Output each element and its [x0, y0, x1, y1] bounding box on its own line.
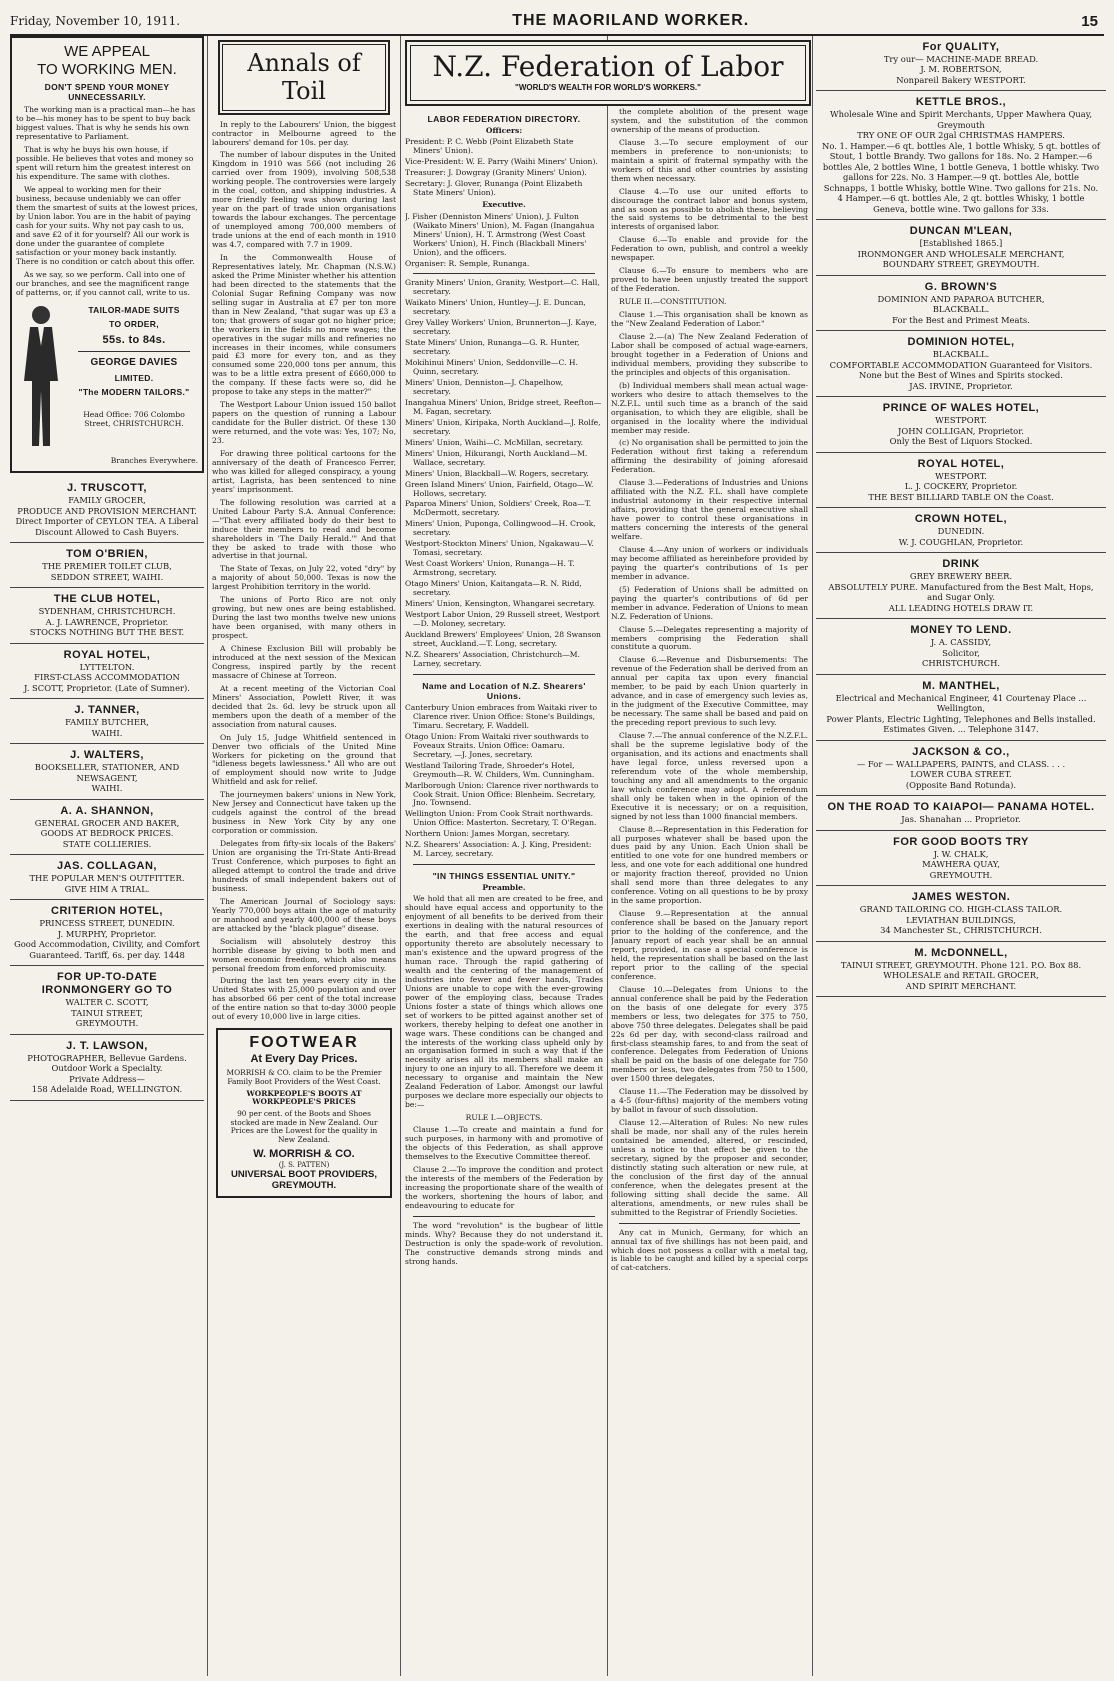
footwear-providers: UNIVERSAL BOOT PROVIDERS, [230, 1169, 378, 1181]
union-entry: Waikato Miners' Union, Huntley—J. E. Duncan, secretary. [405, 298, 586, 317]
footwear-text: WORKPEOPLE'S BOOTS AT WORKPEOPLE'S PRICES [246, 1088, 362, 1107]
ad-line: AND SPIRIT MERCHANT. [905, 980, 1017, 991]
issue-date: Friday, November 10, 1911. [10, 14, 181, 28]
news-item: In the Commonwealth House of Representatives lately, Mr. Chapman (N.S.W.) asked the Prime Minister whether his attention had been directed to the statements that the Colonial Sugar Refining Company was now selling sugar in Australia at £7 per ton more than in New Zealand, "that sugar was up £3 a ton; that growers of sugar got no higher price; the workers in the fields no more wages; the operatives in the sugar mills and refineries no increases in their incomes, while consumers paid £3 more for every ton, and as they consumed some 220,000 tons per annum, this was to be a little extra present of £660,000 to the company. If these facts were so, did he propose to take any steps in the matter?" [212, 252, 396, 397]
footwear-firm: W. MORRISH & CO. [253, 1147, 355, 1160]
ad-line: THE POPULAR MEN'S OUTFITTER. [29, 873, 185, 884]
rule-clause: Clause 5.—Delegates representing a majority of members comprising the Federation shall constitute a quorum. [611, 624, 808, 652]
ad-line: GREY BREWERY BEER. [909, 571, 1013, 582]
news-item: In reply to the Labourers' Union, the biggest contractor in Melbourne agreed to the labourers' demand for 10s. per day. [212, 119, 396, 147]
revolution-note: The word "revolution" is the bugbear of little minds. Why? Because they do not understand it. Destruction is only the spade-work of revolution. The constructive demands strong minds and strong hands. [405, 1220, 603, 1266]
news-item: The following resolution was carried at a United Labour Party S.A. Annual Conference:—"That every affiliated body do their best to induce their members to read and become shareholders in 'The Daily Herald.'" And that they be asked to trade with those who advertise in that journal. [212, 497, 396, 561]
advertisement [816, 508, 1106, 553]
ad-heading: ROYAL HOTEL, [917, 457, 1005, 470]
ad-heading: JAMES WESTON. [911, 891, 1011, 904]
federation-title: N.Z. Federation of Labor [432, 50, 784, 83]
appeal-subtitle: DON'T SPEND YOUR MONEY UNNECESSARILY. [44, 82, 170, 103]
ad-heading: JACKSON & CO., [912, 745, 1010, 758]
shearers-union-entry: Otago Union: From Waitaki river southwards to Foveaux Straits. Union Office: Oamaru. Secretary, —J. Jones, secretary. [405, 731, 589, 759]
union-entry: Miners' Union, Blackball—W. Rogers, secretary. [405, 468, 589, 478]
federation-motto: "WORLD'S WEALTH FOR WORLD'S WORKERS." [515, 83, 701, 92]
news-item: The State of Texas, on July 22, voted "dry" by a majority of about 50,000. Texas is now the largest Prohibition territory in the world. [212, 564, 396, 592]
ad-heading: THE CLUB HOTEL, [53, 593, 161, 606]
ad-heading: G. BROWN'S [924, 280, 998, 293]
ad-line: For the Best and Primest Meats. [892, 314, 1030, 325]
column-directory [405, 108, 603, 1676]
ad-line: FAMILY GROCER, [68, 495, 146, 506]
officer-entry: Secretary: J. Glover, Runanga (Point Elizabeth State Miners' Union). [405, 178, 583, 197]
ad-line: TRY ONE OF OUR 2gal CHRISTMAS HAMPERS. [857, 130, 1065, 141]
appeal-title-2: TO WORKING MEN. [37, 60, 177, 78]
rule-1-clause-1: Clause 1.—To create and maintain a fund for such purposes, in harmony with and promotive of the objects of this Federation, as shall approve themselves to the Executive Committee thereof. [405, 1125, 603, 1161]
rule-clause: the complete abolition of the present wage system, and the substitution of the common ownership of the means of production. [611, 108, 808, 134]
ad-line: PRODUCE AND PROVISION MERCHANT. [17, 505, 197, 516]
union-entry: Westport-Stockton Miners' Union, Ngakawau—V. Tomasi, secretary. [405, 539, 594, 558]
ad-line: A. J. LAWRENCE, Proprietor. [45, 616, 169, 627]
ad-heading: DRINK [942, 558, 980, 571]
ad-line: Power Plants, Electric Lighting, Telephones and Bells installed. [826, 713, 1096, 724]
advertisement [10, 800, 204, 855]
advertisement [816, 220, 1106, 275]
advertisement [816, 331, 1106, 397]
ad-heading: J. TRUSCOTT, [67, 482, 147, 495]
column-ads-left [10, 36, 204, 1676]
ad-heading: FOR GOOD BOOTS TRY [893, 835, 1029, 848]
rule-clause: Clause 3.—Federations of Industries and Unions affiliated with the N.Z. F.L. shall have complete industrial autonomy in their respective internal affairs, providing that the general executive shall have power to control these organisations in matters concerning the interests of the general welfare. [611, 478, 808, 541]
ad-line: LOWER CUBA STREET. [910, 769, 1012, 780]
rule-clause: Clause 1.—This organisation shall be known as the "New Zealand Federation of Labor." [611, 310, 808, 329]
ad-heading: MONEY TO LEND. [910, 624, 1012, 637]
suited-man-illustration [16, 301, 66, 451]
advertisement [10, 855, 204, 900]
preamble-heading: Preamble. [482, 883, 526, 893]
advertisement [816, 675, 1106, 741]
advertisement [10, 588, 204, 643]
ad-line: GRAND TAILORING CO. HIGH-CLASS TAILOR. [859, 904, 1063, 915]
ad-heading: CROWN HOTEL, [914, 513, 1008, 526]
ad-heading: DUNCAN M'LEAN, [909, 225, 1013, 238]
rule-clause: Clause 6.—To enable and provide for the Federation to own, publish, and control a weekly newspaper. [611, 235, 808, 263]
ad-line: BLACKBALL. [932, 349, 990, 360]
classified-ads-left [10, 477, 204, 1100]
appeal-text: As we say, so we perform. Call into one of our branches, and see the magnificent range of patterns, or, if you cannot call, write to us. [16, 269, 190, 297]
footwear-text: MORRISH & CO. claim to be the Premier Family Boot Providers of the West Coast. [226, 1068, 382, 1086]
rule-1-clause-2: Clause 2.—To improve the condition and protect the interests of the members of the Federation by increasing the proportionate share of the wealth of the workers, shortening the hours of labor, and endeavouring to educate for [405, 1164, 603, 1210]
union-entry: Miners' Union, Kensington, Whangarei secretary. [405, 598, 596, 608]
news-item: A Chinese Exclusion Bill will probably be introduced at the next session of the Mexican Congress, inspired partly by the recent massacre of Chinese at Torreon. [212, 644, 396, 680]
ad-line: IRONMONGER AND WHOLESALE MERCHANT, [857, 248, 1065, 259]
ad-line: ABSOLUTELY PURE. Manufactured from the Best Malt, Hops, and Sugar Only. [828, 581, 1094, 603]
advertisement [10, 1035, 204, 1101]
ad-line: W. J. COUGHLAN, Proprietor. [898, 536, 1024, 547]
rule-clause: Clause 7.—The annual conference of the N.Z.F.L. shall be the supreme legislative body of the organisation, and its actions and enactments shall have legal force, unless reversed upon a referendum vote of the whole membership, touching any and all amendments to the organic law which conference may adopt. A referendum shall only be taken when in the opinion of the Executive it is necessary; or on a requisition, signed by not less than 1000 financial members. [611, 731, 808, 821]
ad-line: COMFORTABLE ACCOMMODATION Guaranteed for Visitors. None but the Best of Wines and Spirits stocked. [829, 359, 1093, 381]
column-ads-right [816, 36, 1106, 1676]
union-entry: Granity Miners' Union, Granity, Westport—C. Hall, secretary. [405, 278, 600, 297]
shearers-heading: Name and Location of N.Z. Shearers' Unions. [422, 680, 586, 701]
advertisement [10, 477, 204, 543]
ad-line: GOODS AT BEDROCK PRICES. [40, 828, 174, 839]
ad-line: TAINUI STREET, [71, 1007, 143, 1018]
shearers-unions-list [405, 704, 603, 859]
ad-heading: TOM O'BRIEN, [66, 548, 148, 561]
news-item: The American Journal of Sociology says: Yearly 770,000 boys attain the age of maturity or manhood and yearly 400,000 of these boys are attacked by the "black plague" disease. [212, 896, 396, 933]
rule-clause: Clause 10.—Delegates from Unions to the annual conference shall be paid by the Federation on the basis of one delegate for every 375 members or less, two delegates for 375 to 750, above 750 three delegates. Delegates shall be paid 22s 6d per day, with second-class railroad and first-class steamship fares, to and from the seat of conference. Delegates from Federation of Unions shall be paid on the basis of one delegate for 750 members or less, two delegates from 750 to 1500, over 1500 three delegates. [611, 984, 808, 1084]
column-divider [607, 36, 608, 1676]
shearers-union-entry: Wellington Union: From Cook Strait northwards. Union Office: Masterton. Secretary, T. O'Regan. [405, 809, 597, 828]
news-item: On July 15, Judge Whitfield sentenced in Denver two officials of the United Mine Workers for picketing on the ground that "idleness begets lawlessness." All who are out of employment should now write to Judge Whitfield and ask for relief. [212, 732, 396, 787]
ad-line: J. A. CASSIDY, [930, 637, 992, 648]
advertisement [816, 942, 1106, 997]
ad-line: Only the Best of Liquors Stocked. [889, 436, 1033, 447]
ad-line: FIRST-CLASS ACCOMMODATION [34, 672, 180, 683]
rule-clause: (5) Federation of Unions shall be admitted on paying the quarter's contributions of 6d per member in advance. Federation of Unions to mean N.Z. Federation of Unions. [611, 584, 808, 621]
union-entry: Auckland Brewers' Employees' Union, 28 Swanson street, Auckland.—T. Long, secretary. [405, 629, 601, 648]
directory-heading: LABOR FEDERATION DIRECTORY. [427, 114, 581, 124]
executive-list: J. Fisher (Denniston Miners' Union), J. Fulton (Waikato Miners' Union), M. Fagan (Inangahua Miners' Union), H. T. Armstrong (West Coast Workers' Union), H. Finch (Blackball Miners' Union), and the officers. [405, 211, 595, 257]
executive-heading: Executive. [482, 199, 526, 209]
ad-heading: J. T. LAWSON, [66, 1039, 148, 1052]
union-entry: Paparoa Miners' Union, Soldiers' Creek, Roa—T. McDermott, secretary. [405, 499, 592, 518]
union-entry: Westport Labor Union, 29 Russell street, Westport—D. Moloney, secretary. [405, 609, 600, 628]
ad-heading: JAS. COLLAGAN, [57, 860, 157, 873]
ad-line: Direct Importer of CEYLON TEA. A Liberal Discount Allowed to Cash Buyers. [15, 516, 199, 537]
ad-line: WALTER C. SCOTT, [65, 997, 149, 1008]
officer-entry: Treasurer: J. Dowgray (Granity Miners' Union). [405, 167, 587, 177]
footwear-subheading: At Every Day Prices. [250, 1053, 358, 1066]
ad-line: PHOTOGRAPHER, Bellevue Gardens. Outdoor Work a Specialty. [27, 1052, 187, 1074]
preamble-text: We hold that all men are created to be free, and should have equal access and opportunity to the enjoyment of all benefits to be derived from their exertions in dealing with the natural resources of the earth, and that free access and equal opportunity thereto are absolutely necessary to man's existence and the upward progress of the human race. Through the rapid gathering of wealth and the centering of the management of industries into fewer and fewer hands, Trades Unions are unable to cope with the ever-growing power of the employing class, because Trades Unions foster a state of things which allows one set of workers to be pitted against another set of workers, thereby helping to defeat one another in wage wars. These conditions can be changed and the interests of the working class upheld only by an organisation formed in such a way that if the necessity arises all its members shall make an injury to one an injury to all. Therefore we deem it necessary to organise and maintain the New Zealand Federation of Labor. Amongst our lawful purposes we declare more especially our objects to be:— [405, 894, 603, 1110]
shearers-union-entry: Westland Tailoring Trade, Shroeder's Hotel, Greymouth—R. W. Childers, Wm. Cunningham. [405, 760, 595, 779]
ad-line: GENERAL GROCER AND BAKER, [34, 817, 180, 828]
advertisement [816, 397, 1106, 452]
ad-line: Electrical and Mechanical Engineer, 41 Courtenay Place ... Wellington, [835, 692, 1087, 714]
ad-line: TAINUI STREET, GREYMOUTH. Phone 121. P.O. Box 88. [840, 959, 1082, 970]
union-entry: Miners' Union, Kiripaka, North Auckland—J. Rolfe, secretary. [405, 417, 601, 436]
ad-heading: CRITERION HOTEL, [51, 905, 163, 918]
rule-clause: Clause 2.—(a) The New Zealand Federation of Labor shall be composed of actual wage-earners, brought together in a Federation of Unions and individual members, providing they subscribe to the principles and objects of this organisation. [611, 331, 808, 377]
union-secretaries-list [405, 279, 603, 668]
ad-line: WHOLESALE and RETAIL GROCER, [883, 970, 1039, 980]
appeal-text: We appeal to working men for their business, because undeniably we can offer them the smartest of suits at the lowest prices, by Union labor. You are in the habit of paying cash for your suits. Why not pay cash to us, and save £2 of it for yourself? All our work is done under the guarantee of complete satisfaction or your money back instantly. There is no condition or catch about this offer. [16, 185, 198, 266]
news-item: Socialism will absolutely destroy this horrible disease by giving to both men and women economic freedom, which also means personal freedom from enforced promiscuity. [212, 936, 396, 973]
firm-name: GEORGE DAVIES [90, 357, 178, 369]
column-divider [812, 36, 813, 1676]
ad-heading: M. MANTHEL, [922, 679, 1000, 692]
ad-line: DOMINION AND PAPAROA BUTCHER, [877, 293, 1045, 304]
rule-clause: RULE II.—CONSTITUTION. [619, 297, 727, 307]
ad-line: J. SCOTT, Proprietor. (Late of Sumner). [24, 682, 190, 693]
advertisement [10, 744, 204, 799]
ad-line: — For — WALLPAPERS, PAINTS, and CLASS. . . . [856, 758, 1066, 769]
officer-entry: Vice-President: W. E. Parry (Waihi Miners' Union). [405, 157, 598, 166]
branches-note: Branches Everywhere. [110, 456, 198, 466]
union-entry: Miners' Union, Denniston—J. Chapelhow, secretary. [405, 378, 564, 396]
organiser: Organiser: R. Semple, Runanga. [405, 258, 530, 268]
ad-line: WAIHI. [91, 727, 123, 738]
ad-line: J. W. CHALK, [933, 848, 989, 859]
appeal-title: WE APPEAL [64, 43, 150, 60]
ad-george-davies [10, 36, 204, 473]
ad-line: No. 1. Hamper.—6 qt. bottles Ale, 1 bottle Whisky, 5 qt. bottles of Stout, 1 bottle Brandy. Two gallons for 18s. No. 2 Hamper.—6 bottles Ale, 2 bottles Wine, 1 bottle Geneva, 1 bottle whisky. Two gallons for 22s. No. 3 Hamper.—9 qt. bottles Ale, bottle Schnapps, 1 bottle Whisky, bottle Wine. Two gallons for 21s. No. 4 Hamper.—6 qt. bottles Ale, 2 qt. bottles Whisky, 1 bottle Geneva, bottle wine. Two gallons for 33s. [822, 140, 1100, 214]
ad-line: 158 Adelaide Road, WELLINGTON. [31, 1084, 183, 1095]
appeal-text: That is why he buys his own house, if possible. He believes that votes and money so spent will return him the greatest interest on his expenditure. The same with clothes. [16, 145, 194, 182]
advertisement [816, 886, 1106, 941]
rule-clause: Clause 3.—To secure employment of our members in preference to non-unionists; to maintain a spirit of fraternal sympathy with the workers of this and other countries by assisting them when necessary. [611, 137, 808, 183]
masthead: THE MAORILAND WORKER. [512, 12, 750, 29]
news-item: The journeymen bakers' unions in New York, New Jersey and Connecticut have taken up the cudgels against the control of the bread business in New York City by any one corporation or commission. [212, 790, 396, 836]
column-divider [207, 36, 208, 1676]
ad-line: Try our— MACHINE-MADE BREAD. [883, 53, 1039, 64]
ad-line: DUNEDIN. [937, 526, 985, 537]
officer-entry: President: P. C. Webb (Point Elizabeth State Miners' Union). [405, 137, 574, 156]
rule-clause: Clause 6.—Revenue and Disbursements: The revenue of the Federation shall be derived from an annual per capita tax upon every financial member, to be paid by each Union quarterly in advance, and in case of emergency such levies as, in the judgment of the Executive Committee, may be necessary. The same shall be based and paid on the preceding report previous to such levy. [611, 655, 808, 728]
news-item: The Westport Labour Union issued 150 ballot papers on the question of running a Labour candidate for the Buller district. Of these 130 were returned, and the vote was: Yes, 107; No, 23. [212, 400, 396, 446]
officers-list [405, 138, 603, 198]
ad-line: GIVE HIM A TRIAL. [64, 883, 150, 894]
rule-clause: Clause 4.—Any union of workers or individuals may become affiliated as hereinbefore provided by paying the quarter's contributions of 1s per member in advance. [611, 544, 808, 581]
ad-line: Solicitor, [942, 647, 980, 658]
ad-line: J. M. ROBERTSON, [920, 64, 1002, 75]
news-item: Delegates from fifty-six locals of the Bakers' Union are organising the Tri-State Anti-Bread Trust Conference, which purposes to fight an alleged attempt to control the trade and drive hundreds of small independent bakers out of business. [212, 839, 396, 893]
ad-heading: M. McDONNELL, [914, 946, 1008, 959]
tailor-offer-2: TO ORDER, [109, 319, 159, 330]
ad-line: ALL LEADING HOTELS DRAW IT. [888, 602, 1034, 613]
advertisement [816, 619, 1106, 674]
ad-line: Private Address— [69, 1073, 145, 1084]
ad-line: PRINCESS STREET, DUNEDIN. [39, 918, 175, 929]
ad-line: BOUNDARY STREET, GREYMOUTH. [882, 259, 1040, 270]
ad-heading: PRINCE OF WALES HOTEL, [882, 402, 1040, 415]
classified-ads-right [816, 36, 1106, 997]
advertisement [816, 831, 1106, 886]
footwear-signature: (J. S. PATTEN) [278, 1160, 330, 1169]
ad-line: J. MURPHY, Proprietor. [57, 928, 157, 939]
annals-articles [212, 121, 396, 1023]
ad-line: STATE COLLIERIES. [62, 838, 152, 849]
advertisement [10, 543, 204, 588]
ad-line: Estimates Given. ... Telephone 3147. [883, 724, 1039, 735]
union-entry: Miners' Union, Hikurangi, North Auckland—M. Wallace, secretary. [405, 448, 588, 467]
ad-line: [Established 1865.] [919, 238, 1003, 249]
officers-heading: Officers: [485, 126, 523, 136]
ad-heading: DOMINION HOTEL, [907, 336, 1015, 349]
rule-clause: Clause 6.—To ensure to members who are proved to have been unjustly treated the support of the Federation. [611, 266, 808, 294]
ad-line: LEVIATHAN BUILDINGS, [906, 914, 1016, 925]
rule-clause: Clause 9.—Representation at the annual conference shall be based on the January report prior to the holding of the conference, and the January report of each year shall be an annual report, provided, in case a special conference is held, the representation shall be based on the last report prior to the calling of the special conference. [611, 909, 808, 981]
column-divider [400, 36, 401, 1676]
shearers-union-entry: Northern Union: James Morgan, secretary. [405, 829, 570, 839]
shearers-union-entry: Canterbury Union embraces from Waitaki river to Clarence river. Union Office: Stone's Buildings, Timaru. Secretary, F. Waddell. [405, 702, 598, 730]
advertisement [816, 741, 1106, 796]
ad-line: THE BEST BILLIARD TABLE ON the Coast. [868, 491, 1054, 502]
shearers-union-entry: Marlborough Union: Clarence river northwards to Cook Strait. Union Office: Blenheim. Secretary, Jno. Townsend. [405, 780, 599, 808]
shearers-union-entry: N.Z. Shearers' Association: A. J. King, President: M. Larcey, secretary. [405, 840, 592, 859]
rule-clause: Clause 4.—To use our united efforts to discourage the contract labor and bonus system, and as soon as possible to abolish these, believing the said systems to be detrimental to the best interests of organised labor. [611, 186, 808, 232]
ad-line: Jas. Shanahan ... Proprietor. [901, 814, 1021, 825]
rule-1-heading: RULE I.—OBJECTS. [465, 1113, 543, 1123]
union-entry: Otago Miners' Union, Kaitangata—R. N. Ridd, secretary. [405, 579, 582, 598]
union-entry: Mokihinui Miners' Union, Seddonville—C. H. Quinn, secretary. [405, 358, 578, 377]
ad-line: MAWHERA QUAY, [922, 859, 1000, 870]
ad-line: CHRISTCHURCH. [921, 658, 1001, 669]
ad-line: Good Accommodation, Civility, and Comfort Guaranteed. Tariff, 6s. per day. 1448 [14, 939, 200, 960]
advertisement [816, 276, 1106, 331]
news-item: The unions of Porto Rico are not only growing, but new ones are being established. During the last two months twelve new unions have been organised, with many others in prospect. [212, 595, 396, 641]
ad-line: Nonpareil Bakery WESTPORT. [896, 74, 1026, 85]
union-entry: State Miners' Union, Runanga—G. R. Hunter, secretary. [405, 338, 580, 357]
ad-heading: ROYAL HOTEL, [63, 648, 151, 661]
ad-line: STOCKS NOTHING BUT THE BEST. [29, 627, 185, 638]
union-entry: Inangahua Miners' Union, Bridge street, Reefton—M. Fagan, secretary. [405, 397, 602, 416]
ad-heading: J. WALTERS, [70, 749, 144, 762]
ad-line: WAIHI. [91, 783, 123, 794]
ad-line: LYTTELTON. [79, 661, 135, 672]
tailor-offer: TAILOR-MADE SUITS [88, 305, 180, 316]
advertisement [10, 966, 204, 1034]
advertisement [816, 91, 1106, 220]
ad-morrish-footwear [216, 1028, 392, 1197]
tailor-price: 55s. to 84s. [102, 333, 166, 346]
ad-line: JAS. IRVINE, Proprietor. [909, 380, 1013, 391]
ad-heading: ON THE ROAD TO KAIAPOI— PANAMA HOTEL. [827, 801, 1095, 814]
ad-line: FAMILY BUTCHER, [65, 717, 149, 728]
advertisement [816, 36, 1106, 91]
unity-heading: "IN THINGS ESSENTIAL UNITY." [432, 871, 576, 882]
rule-clause: Clause 12.—Alteration of Rules: No new rules shall be made, nor shall any of the rules herein contained be amended, altered, or rescinded, unless a notice to that effect be given to the secretary, signed by the proposer and seconder, distinctly stating such alteration or new rule, at the conclusion of the first day of the annual conference, when the delegates present at the following sitting shall decide the same. All alterations, amendments, or new rules shall be submitted to the Registrar of Friendly Societies. [611, 1118, 808, 1217]
ad-line: SEDDON STREET, WAIHI. [50, 571, 164, 582]
ad-heading: KETTLE BROS., [915, 96, 1007, 109]
advertisement [10, 900, 204, 966]
ad-line: 34 Manchester St., CHRISTCHURCH. [880, 925, 1042, 936]
page-header [10, 8, 1104, 36]
ad-heading: A. A. SHANNON, [60, 804, 154, 817]
ad-heading: For QUALITY, [922, 41, 1000, 53]
federation-banner [405, 40, 811, 106]
munich-cat-note: Any cat in Munich, Germany, for which an annual tax of five shillings has not been paid, and which does not possess a collar with a metal tag, is liable to be caught and killed by a special corps of cat-catchers. [611, 1227, 808, 1273]
ad-line: GREYMOUTH. [75, 1018, 139, 1029]
union-entry: West Coast Workers' Union, Runanga—H. T. Armstrong, secretary. [405, 559, 575, 578]
footwear-heading: FOOTWEAR [249, 1034, 359, 1052]
rule-clause: Clause 8.—Representation in this Federation for all purposes whatever shall be based upon the dues paid by any Union. Each Union shall be entitled to one vote for one hundred members or less, and one vote for each additional one hundred or majority fraction thereof, provided no Union shall send more than three delegates to any conference. Voting on all questions to be by proxy in the same proportion. [611, 824, 808, 906]
news-item: At a recent meeting of the Victorian Coal Miners' Association, Powlett River, it was decided that 2s. 6d. levy be struck upon all members upon the death of a member of the association from natural causes. [212, 683, 396, 729]
union-entry: Green Island Miners' Union, Fairfield, Otago—W. Hollows, secretary. [405, 479, 594, 498]
annals-title-box [218, 40, 390, 115]
ad-heading: J. TANNER, [74, 704, 140, 717]
rule-clause: Clause 11.—The Federation may be dissolved by a 4-5 (four-fifths) majority of the members voting by ballot in favour of such dissolution. [611, 1087, 808, 1115]
footwear-town: GREYMOUTH. [271, 1180, 337, 1192]
head-office: Head Office: 706 Colombo Street, CHRISTCHURCH. [83, 410, 185, 429]
advertisement [816, 553, 1106, 619]
news-item: For drawing three political cartoons for the anniversary of the death of Francesco Ferrer, who was killed for alleged conspiracy, a young artist, Lagrista, has been sentenced to nine years' imprisonment. [212, 448, 396, 494]
advertisement [816, 453, 1106, 508]
page-number: 15 [1081, 12, 1098, 30]
appeal-text: The working man is a practical man—he has to be—his money has to be spent to buy back biggest values. That is why he sends his own representative to Parliament. [16, 105, 196, 142]
ad-line: THE PREMIER TOILET CLUB, [42, 561, 172, 572]
union-entry: Grey Valley Workers' Union, Brunnerton—J. Kaye, secretary. [405, 318, 597, 337]
column-rules [611, 108, 808, 1676]
ad-heading: FOR UP-TO-DATE IRONMONGERY GO TO [41, 971, 173, 997]
rule-clause: (b) Individual members shall mean actual wage-workers who desire to attach themselves to the N.Z.F.L. until such time as a branch of the said organisation, to which they are eligible, shall be organised in the locality where the individual member may reside. [611, 380, 808, 435]
advertisement [10, 644, 204, 699]
news-item: During the last ten years every city in the United States with 25,000 population and over has absorbed 66 per cent of the total increase of the entire nation so that to-day 3000 people out of every 10,000 live in large cities. [212, 976, 396, 1022]
firm-limited: LIMITED. [114, 373, 154, 384]
firm-tagline: "The MODERN TAILORS." [78, 387, 190, 398]
advertisement [10, 699, 204, 744]
column-annals [212, 36, 396, 1676]
ad-line: L. J. COCKERY, Proprietor. [904, 481, 1018, 492]
ad-line: WESTPORT. [935, 415, 987, 426]
news-item: The number of labour disputes in the United Kingdom in 1910 was 566 (not including 26 carried over from 1909), involving 508,538 working people. The controversies were largely in the coal, cotton, and shipping industries. A more friendly feeling was shown during last year on the part of trade union organisations towards the labour exchanges. The percentage of unemployed among 700,000 members of trade unions at the end of each month in 1910 was 4.7, compared with 7.7 in 1909. [212, 150, 396, 250]
footwear-text: 90 per cent. of the Boots and Shoes stocked are made in New Zealand. Our Prices are the Lowest for the quality in New Zealand. [230, 1109, 378, 1145]
ad-line: BOOKSELLER, STATIONER, AND NEWSAGENT, [34, 762, 180, 783]
ad-line: (Opposite Band Rotunda). [905, 779, 1017, 790]
ad-line: SYDENHAM, CHRISTCHURCH. [38, 606, 176, 617]
ad-line: GREYMOUTH. [929, 869, 993, 880]
rule-clause: (c) No organisation shall be permitted to join the Federation without first taking a referendum affirming the desirability of joining aforesaid Federation. [611, 438, 808, 475]
union-entry: Miners' Union, Puponga, Collingwood—H. Crook, secretary. [405, 519, 596, 538]
ad-line: Wholesale Wine and Spirit Merchants, Upper Mawhera Quay, Greymouth [830, 109, 1092, 130]
ad-line: JOHN COLLIGAN, Proprietor. [898, 425, 1024, 436]
union-entry: N.Z. Shearers' Association, Christchurch—M. Larney, secretary. [405, 649, 580, 668]
federation-rules [611, 108, 808, 1218]
union-entry: Miners' Union, Waihi—C. McMillan, secretary. [405, 437, 584, 447]
annals-title: Annals of Toil [222, 44, 386, 111]
ad-line: BLACKBALL. [932, 304, 990, 315]
advertisement [816, 796, 1106, 830]
ad-line: WESTPORT. [935, 470, 987, 481]
